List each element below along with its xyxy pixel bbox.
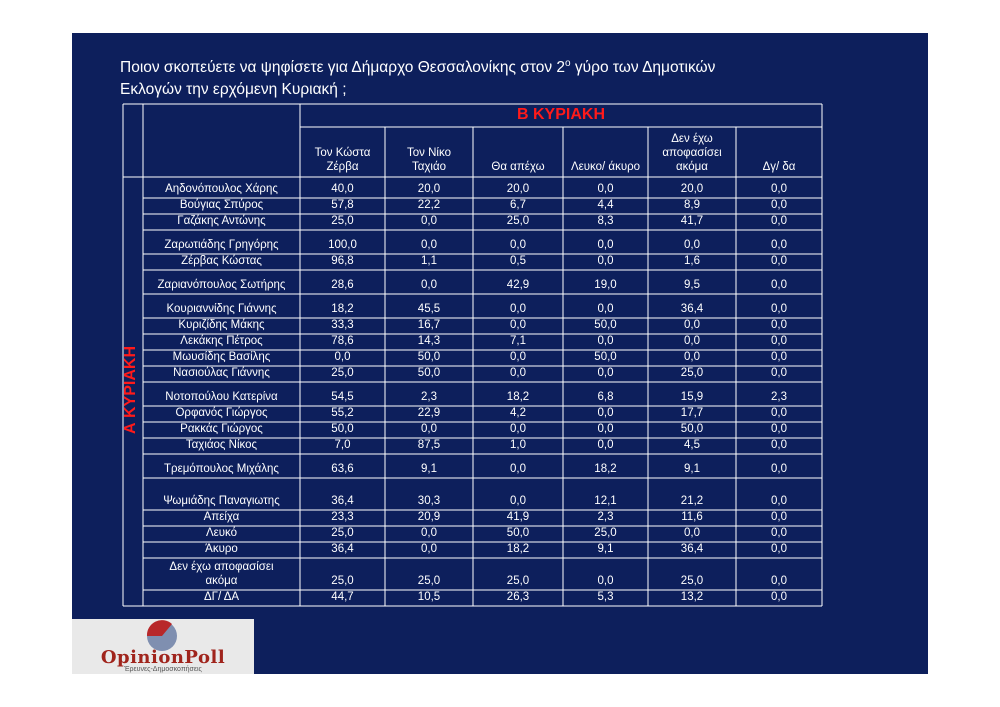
table-cell-value: 50,0 — [680, 423, 704, 435]
table-cell-value: 0,0 — [597, 183, 614, 195]
table-cell-value: 0,0 — [510, 463, 526, 475]
table-cell-value: 0,0 — [510, 495, 526, 507]
table-cell-value: 50,0 — [417, 351, 441, 363]
table-cell-value: 36,4 — [680, 543, 704, 555]
row-label: Αηδονόπουλος Χάρης — [165, 183, 278, 195]
table-cell-value: 10,5 — [417, 591, 441, 603]
table-cell-value: 0,0 — [771, 183, 787, 195]
row-label: Άκυρο — [205, 543, 238, 555]
column-header: Δγ/ δα — [762, 161, 796, 173]
table-cell-value: 25,0 — [331, 215, 354, 227]
table-cell-value: 0,5 — [510, 255, 526, 267]
table-cell-value: 18,2 — [506, 543, 530, 555]
row-label: Ζαριανόπουλος Σωτήρης — [157, 279, 286, 291]
table-cell-value: 0,0 — [421, 279, 437, 291]
table-cell-value: 18,2 — [594, 463, 617, 475]
row-label: Ψωμιάδης Παναγιωτης — [163, 495, 280, 507]
table-cell-value: 1,0 — [510, 439, 526, 451]
table-cell-value: 6,7 — [510, 199, 526, 211]
table-cell-value: 0,0 — [771, 423, 787, 435]
table-cell-value: 0,0 — [510, 351, 526, 363]
table-cell-value: 4,2 — [510, 407, 526, 419]
table-cell-value: 78,6 — [331, 335, 354, 347]
table-cell-value: 0,0 — [597, 367, 614, 379]
table-cell-value: 16,7 — [417, 319, 441, 331]
row-label: Μωυσίδης Βασίλης — [172, 351, 271, 363]
table-cell-value: 6,8 — [597, 391, 614, 403]
table-cell-value: 0,0 — [684, 527, 700, 539]
table-cell-value: 25,0 — [417, 575, 441, 587]
group-header-b-kyriaki: Β ΚΥΡΙΑΚΗ — [516, 106, 605, 123]
table-cell-value: 25,0 — [506, 575, 530, 587]
table-cell-value: 0,0 — [597, 423, 614, 435]
column-header: ακόμα — [676, 161, 708, 173]
table-cell-value: 42,9 — [506, 279, 530, 291]
table-cell-value: 30,3 — [417, 495, 441, 507]
table-cell-value: 0,0 — [771, 575, 787, 587]
table-cell-value: 0,0 — [510, 303, 526, 315]
table-cell-value: 19,0 — [594, 279, 617, 291]
column-header: Θα απέχω — [491, 161, 545, 173]
table-cell-value: 4,5 — [684, 439, 700, 451]
table-cell-value: 0,0 — [597, 575, 614, 587]
table-cell-value: 13,2 — [680, 591, 704, 603]
table-cell-value: 20,0 — [680, 183, 704, 195]
table-cell-value: 25,0 — [331, 367, 354, 379]
table-cell-value: 21,2 — [680, 495, 704, 507]
row-label: Τρεμόπουλος Μιχάλης — [164, 463, 279, 475]
table-cell-value: 2,3 — [597, 511, 614, 523]
table-cell-value: 12,1 — [594, 495, 617, 507]
table-cell-value: 2,3 — [421, 391, 437, 403]
row-label: Λεκάκης Πέτρος — [180, 335, 263, 347]
table-cell-value: 0,0 — [334, 351, 351, 363]
table-cell-value: 14,3 — [417, 335, 441, 347]
table-cell-value: 0,0 — [684, 239, 700, 251]
table-cell-value: 50,0 — [594, 351, 617, 363]
table-cell-value: 20,9 — [417, 511, 441, 523]
row-label: Κουριαννίδης Γιάννης — [166, 303, 277, 315]
table-cell-value: 0,0 — [771, 511, 787, 523]
table-cell-value: 55,2 — [331, 407, 354, 419]
table-cell-value: 15,9 — [680, 391, 704, 403]
question-superscript: ο — [565, 57, 571, 69]
column-header: Τον Κώστα — [314, 147, 371, 159]
row-label: Ορφανός Γιώργος — [175, 407, 268, 419]
table-cell-value: 0,0 — [510, 423, 526, 435]
table-cell-value: 25,0 — [506, 215, 530, 227]
table-cell-value: 9,1 — [421, 463, 437, 475]
table-cell-value: 50,0 — [417, 367, 441, 379]
row-label: ΔΓ/ ΔΑ — [203, 591, 240, 603]
table-cell-value: 25,0 — [680, 367, 704, 379]
row-label: Κυριζίδης Μάκης — [178, 319, 265, 331]
table-cell-value: 25,0 — [331, 575, 354, 587]
table-cell-value: 25,0 — [680, 575, 704, 587]
row-label: Λευκό — [205, 527, 238, 539]
table-cell-value: 11,6 — [681, 511, 703, 523]
table-cell-value: 50,0 — [594, 319, 617, 331]
table-cell-value: 1,1 — [421, 255, 437, 267]
table-cell-value: 28,6 — [331, 279, 354, 291]
table-cell-value: 96,8 — [331, 255, 354, 267]
table-cell-value: 7,1 — [510, 335, 526, 347]
table-cell-value: 0,0 — [771, 591, 787, 603]
row-label: Ζαρωτιάδης Γρηγόρης — [164, 239, 279, 251]
question-line2: Εκλογών την ερχόμενη Κυριακή ; — [120, 81, 347, 98]
table-cell-value: 41,9 — [506, 511, 530, 523]
table-cell-value: 0,0 — [597, 239, 614, 251]
table-cell-value: 0,0 — [771, 543, 787, 555]
table-cell-value: 0,0 — [421, 215, 437, 227]
row-label: Νασιούλας Γιάννης — [173, 367, 270, 379]
table-cell-value: 0,0 — [421, 527, 437, 539]
column-header: Δεν έχω — [671, 133, 713, 145]
table-cell-value: 36,4 — [331, 543, 354, 555]
table-cell-value: 33,3 — [331, 319, 354, 331]
table-cell-value: 25,0 — [331, 527, 354, 539]
table-cell-value: 7,0 — [334, 439, 351, 451]
table-cell-value: 50,0 — [331, 423, 354, 435]
table-cell-value: 57,8 — [331, 199, 354, 211]
table-cell-value: 22,9 — [417, 407, 441, 419]
logo-subtitle: Έρευνες-Δημοσκοπήσεις — [124, 666, 202, 673]
table-cell-value: 87,5 — [417, 439, 441, 451]
column-header: αποφασίσει — [662, 147, 722, 159]
question-line1-post: γύρο των Δημοτικών — [570, 59, 716, 76]
table-cell-value: 0,0 — [510, 367, 526, 379]
opinionpoll-logo — [72, 619, 254, 674]
table-cell-value: 0,0 — [771, 303, 787, 315]
table-cell-value: 63,6 — [331, 463, 354, 475]
table-cell-value: 0,0 — [771, 319, 787, 331]
table-cell-value: 0,0 — [771, 239, 787, 251]
table-cell-value: 0,0 — [597, 407, 614, 419]
table-cell-value: 4,4 — [597, 199, 614, 211]
table-cell-value: 22,2 — [417, 199, 441, 211]
row-label: Ζέρβας Κώστας — [181, 255, 262, 267]
table-cell-value: 0,0 — [771, 255, 787, 267]
column-header: Ζέρβα — [326, 161, 359, 173]
table-cell-value: 0,0 — [684, 319, 700, 331]
table-cell-value: 0,0 — [771, 215, 787, 227]
table-cell-value: 2,3 — [771, 391, 787, 403]
table-cell-value: 0,0 — [771, 463, 787, 475]
table-cell-value: 9,1 — [684, 463, 700, 475]
table-cell-value: 0,0 — [597, 335, 614, 347]
table-cell-value: 9,5 — [684, 279, 700, 291]
table-cell-value: 0,0 — [684, 335, 700, 347]
table-cell-value: 0,0 — [771, 279, 787, 291]
row-label: Δεν έχω αποφασίσει — [169, 561, 274, 573]
table-cell-value: 50,0 — [506, 527, 530, 539]
table-cell-value: 1,6 — [684, 255, 700, 267]
table-cell-value: 0,0 — [510, 319, 526, 331]
table-cell-value: 26,3 — [506, 591, 530, 603]
table-cell-value: 0,0 — [771, 407, 787, 419]
row-label: Απείχα — [203, 511, 240, 523]
table-cell-value: 8,3 — [597, 215, 614, 227]
row-label: Νοτοπούλου Κατερίνα — [165, 391, 278, 403]
table-cell-value: 0,0 — [510, 239, 526, 251]
table-cell-value: 17,7 — [680, 407, 704, 419]
row-label: Ρακκάς Γιώργος — [180, 423, 263, 435]
table-cell-value: 5,3 — [597, 591, 614, 603]
table-cell-value: 0,0 — [597, 439, 614, 451]
table-cell-value: 23,3 — [331, 511, 354, 523]
table-cell-value: 0,0 — [597, 255, 614, 267]
table-cell-value: 0,0 — [771, 335, 787, 347]
question-title — [120, 57, 840, 101]
table-cell-value: 0,0 — [771, 495, 787, 507]
column-header: Λευκο/ άκυρο — [570, 161, 641, 173]
table-cell-value: 44,7 — [331, 591, 354, 603]
table-cell-value: 0,0 — [421, 423, 437, 435]
logo-text: OpinionPoll — [100, 647, 226, 668]
row-label: Γαζάκης Αντώνης — [177, 215, 266, 227]
table-cell-value: 45,5 — [417, 303, 441, 315]
table-cell-value: 40,0 — [331, 183, 354, 195]
table-cell-value: 20,0 — [417, 183, 441, 195]
row-label: Ταχιάος Νίκος — [185, 439, 258, 451]
table-cell-value: 0,0 — [684, 351, 700, 363]
table-cell-value: 20,0 — [506, 183, 530, 195]
table-cell-value: 0,0 — [421, 239, 437, 251]
table-cell-value: 0,0 — [771, 351, 787, 363]
table-cell-value: 41,7 — [680, 215, 704, 227]
row-label: Βούγιας Σπύρος — [179, 199, 264, 211]
table-cell-value: 0,0 — [771, 439, 787, 451]
table-cell-value: 25,0 — [594, 527, 617, 539]
row-label: ακόμα — [205, 575, 238, 587]
column-header: Τον Νίκο — [407, 147, 451, 159]
table-cell-value: 0,0 — [597, 303, 614, 315]
table-cell-value: 0,0 — [771, 527, 787, 539]
group-header-a-kyriaki: Α ΚΥΡΙΑΚΗ — [122, 345, 139, 435]
column-header: Ταχιάο — [411, 161, 447, 173]
table-cell-value: 54,5 — [331, 391, 354, 403]
table-cell-value: 8,9 — [684, 199, 700, 211]
table-cell-value: 0,0 — [771, 199, 787, 211]
table-cell-value: 18,2 — [506, 391, 530, 403]
table-cell-value: 18,2 — [331, 303, 354, 315]
table-cell-value: 36,4 — [680, 303, 704, 315]
table-cell-value: 0,0 — [771, 367, 787, 379]
table-cell-value: 100,0 — [328, 239, 357, 251]
table-cell-value: 36,4 — [331, 495, 354, 507]
table-cell-value: 9,1 — [597, 543, 614, 555]
question-line1-pre: Ποιον σκοπεύετε να ψηφίσετε για Δήμαρχο Θεσσαλονίκης στον 2 — [120, 59, 566, 76]
table-cell-value: 0,0 — [421, 543, 437, 555]
